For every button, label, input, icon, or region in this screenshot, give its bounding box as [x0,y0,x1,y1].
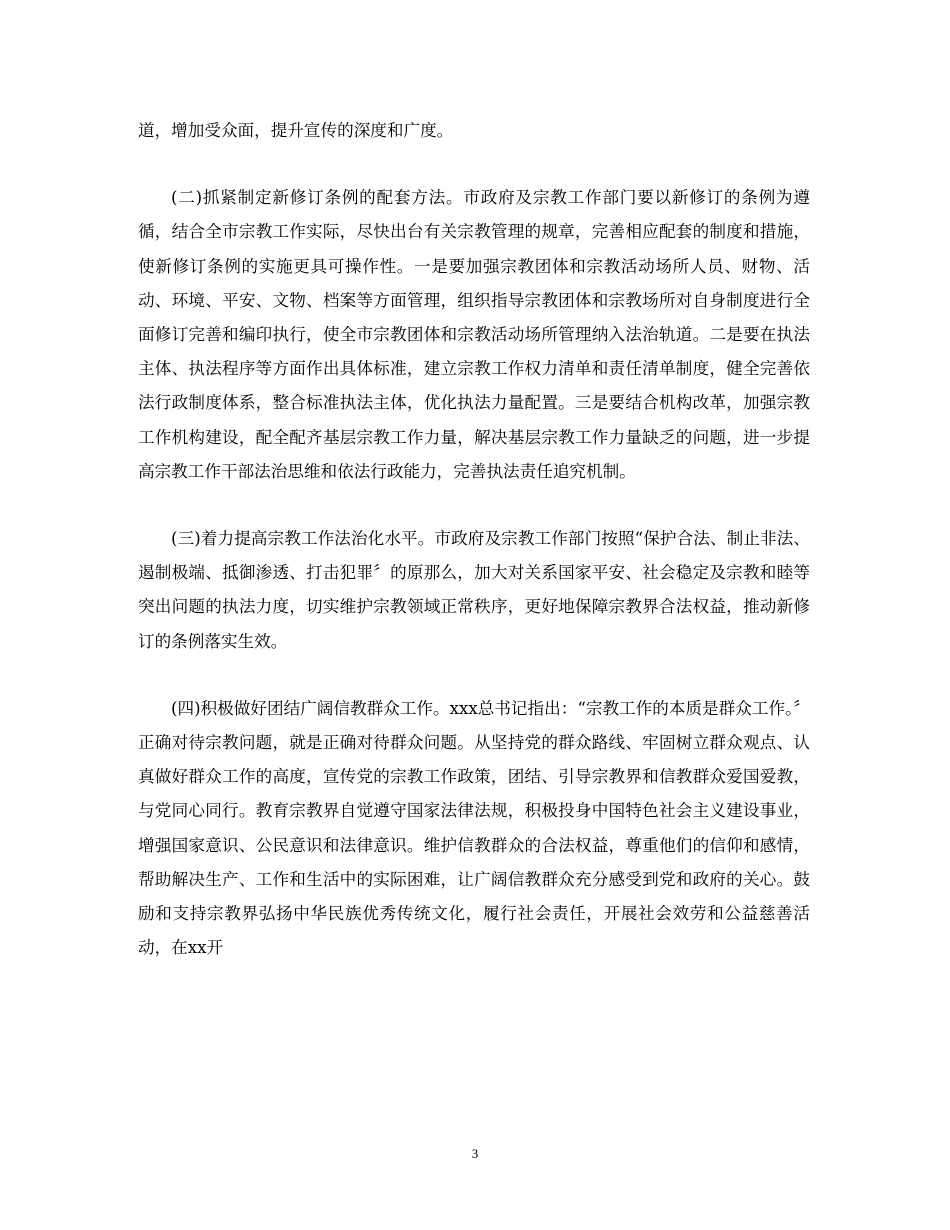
paragraph-section-4: (四)积极做好团结广阔信教群众工作。xxx总书记指出：“宗教工作的本质是群众工作。〞正确对待宗教问题，就是正确对待群众问题。从坚持党的群众路线、牢固树立群众观点、认真做好群众工作的高度，宣传党的宗教工作政策，团结、引导宗教界和信教群众爱国爱教，与党同心同行。教育宗教界自觉遵守国家法律法规，积极投身中国特色社会主义建设事业，增强国家意识、公民意识和法律意识。维护信教群众的合法权益，尊重他们的信仰和感情，帮助解决生产、工作和生活中的实际困难，让广阔信教群众充分感受到党和政府的关心。鼓励和支持宗教界弘扬中华民族优秀传统文化，履行社会责任，开展社会效劳和公益慈善活动，在xx开 [138,698,810,958]
paragraph-section-2: (二)抓紧制定新修订条例的配套方法。市政府及宗教工作部门要以新修订的条例为遵循，结合全市宗教工作实际，尽快出台有关宗教管理的规章，完善相应配套的制度和措施，使新修订条例的实施更具可操作性。一是要加强宗教团体和宗教活动场所人员、财物、活动、环境、平安、文物、档案等方面管理，组织指导宗教团体和宗教场所对自身制度进行全面修订完善和编印执行，使全市宗教团体和宗教活动场所管理纳入法治轨道。二是要在执法主体、执法程序等方面作出具体标准，建立宗教工作权力清单和责任清单制度，健全完善依法行政制度体系，整合标准执法主体，优化执法力量配置。三是要结合机构改革，加强宗教工作机构建设，配全配齐基层宗教工作力量，解决基层宗教工作力量缺乏的问题，进一步提高宗教工作干部法治思维和依法行政能力，完善执法责任追究机制。 [138,188,810,481]
paragraph-section-3: (三)着力提高宗教工作法治化水平。市政府及宗教工作部门按照“保护合法、制止非法、遏制极端、抵御渗透、打击犯罪〞的原那么，加大对关系国家平安、社会稳定及宗教和睦等突出问题的执法力度，切实维护宗教领域正常秩序，更好地保障宗教界合法权益，推动新修订的条例落实生效。 [138,529,810,651]
paragraph-continuation: 道，增加受众面，提升宣传的深度和广度。 [138,121,454,140]
page-number: 3 [471,1146,479,1161]
document-body [138,114,810,965]
